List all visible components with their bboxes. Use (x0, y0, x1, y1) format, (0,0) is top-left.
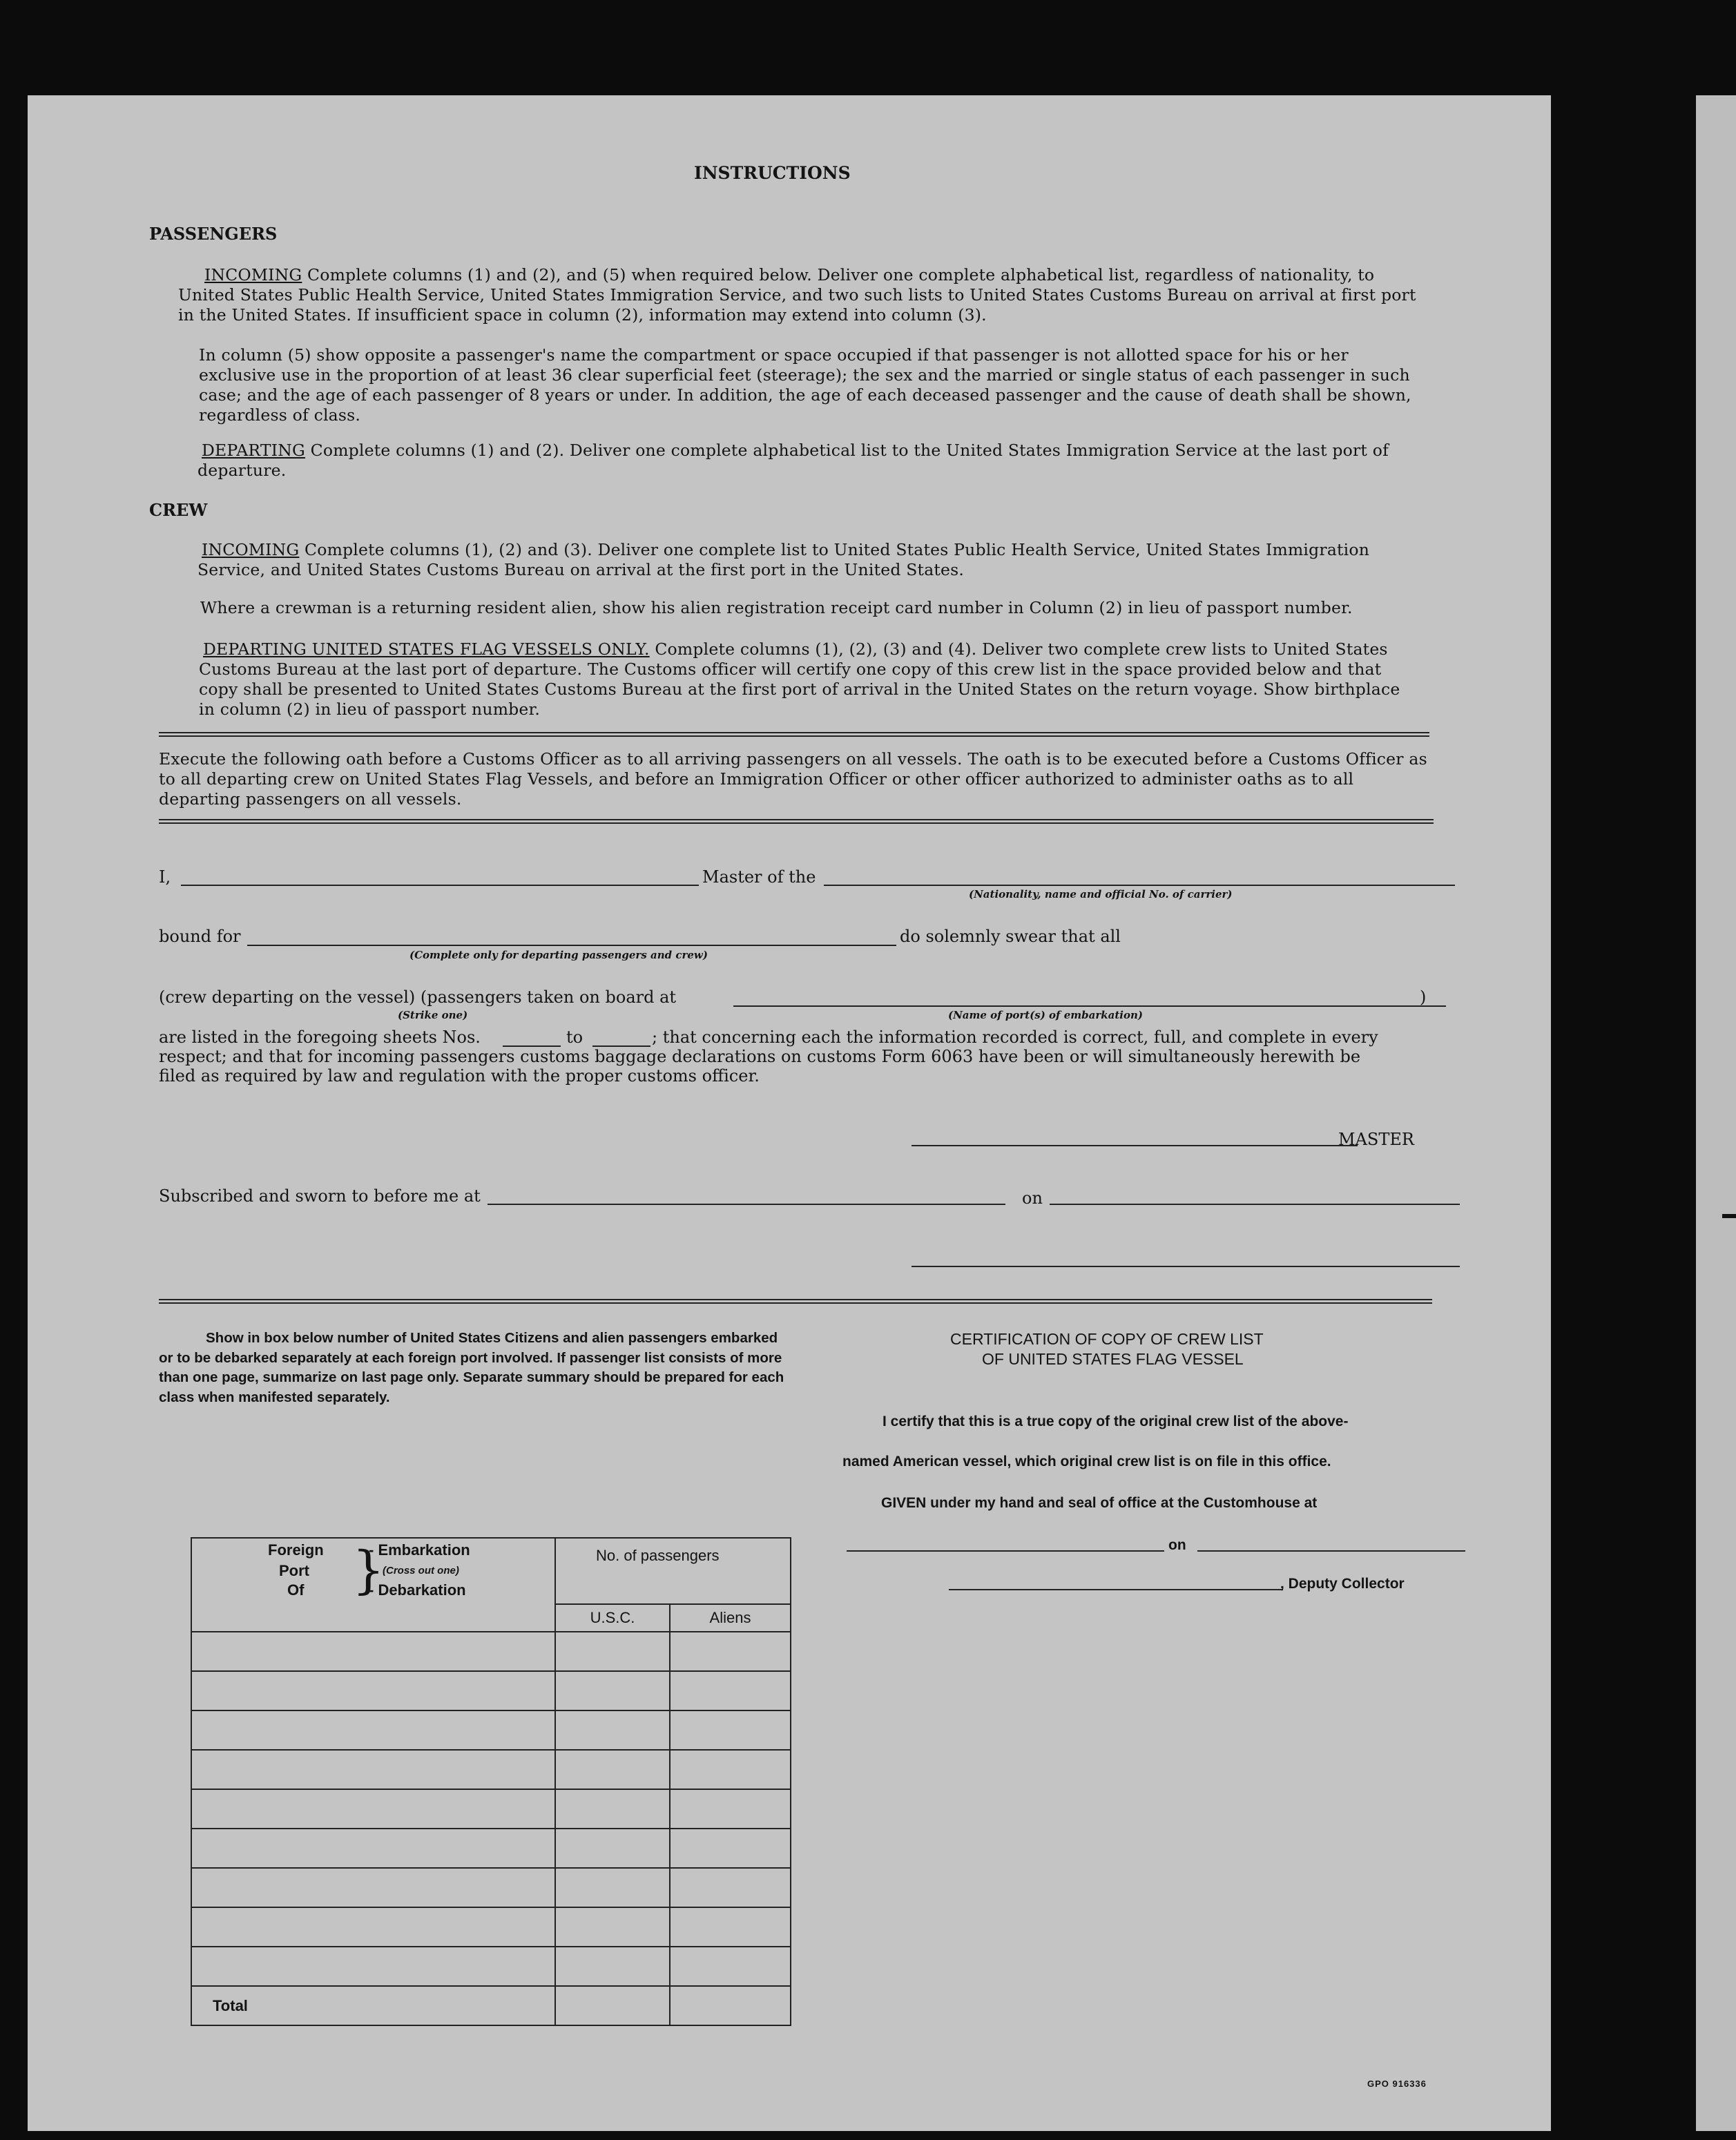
certification-title-line1: CERTIFICATION OF COPY OF CREW LIST (950, 1330, 1264, 1348)
aliens-cell[interactable] (670, 1632, 791, 1671)
port-cell[interactable] (191, 1710, 555, 1750)
aliens-cell[interactable] (670, 1671, 791, 1710)
embarkation-label: - Embarkation (369, 1541, 470, 1559)
aliens-total-cell[interactable] (670, 1986, 791, 2025)
aliens-cell[interactable] (670, 1789, 791, 1829)
crew-departing-label: (crew departing on the vessel) (passengers taken on board at (159, 987, 677, 1007)
crew-heading: CREW (149, 500, 208, 520)
port-cell[interactable] (191, 1907, 555, 1947)
usc-cell[interactable] (555, 1829, 670, 1868)
usc-total-cell[interactable] (555, 1986, 670, 2025)
port-cell[interactable] (191, 1632, 555, 1671)
port-cell[interactable] (191, 1671, 555, 1710)
deputy-signature-line[interactable] (949, 1589, 1283, 1590)
oath-text-line1: ; that concerning each the information recorded is correct, full, and complete in every (652, 1028, 1378, 1047)
crew-incoming-paragraph (197, 540, 1429, 580)
carrier-caption: (Nationality, name and official No. of carrier) (969, 888, 1233, 900)
total-label: Total (191, 1986, 555, 2025)
foreign-label: Foreign (268, 1541, 324, 1559)
aliens-cell[interactable] (670, 1868, 791, 1907)
sheets-label: are listed in the foregoing sheets Nos. (159, 1028, 481, 1047)
bound-caption: (Complete only for departing passengers and crew) (409, 949, 708, 961)
certification-line2: named American vessel, which original crew list is on file in this office. (842, 1454, 1331, 1469)
divider (159, 732, 1429, 733)
oath-text-line3: filed as required by law and regulation with the proper customs officer. (159, 1066, 760, 1086)
debarkation-label: - Debarkation (369, 1581, 466, 1599)
embarkation-port-line[interactable] (733, 1005, 1446, 1007)
oath-i-label: I, (159, 867, 171, 887)
passengers-incoming-label: INCOMING (204, 265, 302, 285)
carrier-line[interactable] (824, 885, 1455, 886)
of-label: Of (287, 1581, 305, 1599)
brace-symbol: } (352, 1541, 385, 1600)
usc-cell[interactable] (555, 1947, 670, 1986)
usc-cell[interactable] (555, 1907, 670, 1947)
crew-departing-label: DEPARTING UNITED STATES FLAG VESSELS ONLY. (203, 639, 650, 659)
port-caption: (Name of port(s) of embarkation) (948, 1009, 1143, 1021)
aliens-cell[interactable] (670, 1907, 791, 1947)
no-passengers-header-cell (555, 1538, 791, 1604)
column5-paragraph: In column (5) show opposite a passenger's name the compartment or space occupied if that passenger is not allotted space for his or her exclusive use in the proportion of at least 36 clear superficial feet (steerage); the sex and the married or single status of each passenger in such case; and the age of each passenger of 8 years or under. In addition, the age of each deceased passenger and the cause of death shall be shown, regardless of class. (199, 345, 1411, 425)
crew-incoming-label: INCOMING (202, 540, 300, 559)
page-title: INSTRUCTIONS (694, 163, 851, 183)
aliens-cell[interactable] (670, 1829, 791, 1868)
master-name-line[interactable] (181, 885, 699, 886)
usc-cell[interactable] (555, 1671, 670, 1710)
sworn-date-line[interactable] (1050, 1204, 1460, 1205)
divider (159, 735, 1429, 737)
bound-for-line[interactable] (247, 945, 896, 946)
summary-instructions: Show in box below number of United States Citizens and alien passengers embarked or to be debarked separately at each foreign port involved. If passenger list consists of more than one page, summarize on last page only. Separate summary should be prepared for each class when manifested separately. (159, 1330, 784, 1405)
crew-departing-text: Complete columns (1), (2), (3) and (4). Deliver two complete crew lists to United States Customs Bureau at the last port of departure. The Customs officer will certify one copy of this crew list in the space provided below and that copy shall be presented to United States Customs Bureau at the first port of arrival in the United States on the return voyage. Show birthplace in column (2) in lieu of passport number. (199, 639, 1400, 719)
no-of-passengers-label: No. of passengers (596, 1547, 720, 1564)
certification-date-line[interactable] (1197, 1550, 1465, 1552)
form-page (28, 95, 1551, 2131)
gpo-footer: GPO 916336 (1367, 2079, 1427, 2089)
usc-header: U.S.C. (555, 1604, 670, 1632)
divider (159, 1299, 1432, 1300)
usc-cell[interactable] (555, 1868, 670, 1907)
port-cell[interactable] (191, 1789, 555, 1829)
master-signature-line[interactable] (912, 1145, 1358, 1146)
divider (159, 819, 1434, 820)
port-cell[interactable] (191, 1750, 555, 1789)
officer-signature-line[interactable] (912, 1266, 1460, 1267)
port-label: Port (279, 1562, 309, 1579)
cross-out-caption: (Cross out one) (383, 1565, 459, 1577)
edge-mark (1722, 1214, 1736, 1218)
master-label: MASTER (1338, 1130, 1414, 1149)
deputy-collector-label: , Deputy Collector (1280, 1576, 1405, 1592)
aliens-header: Aliens (670, 1604, 791, 1632)
master-of-the-label: Master of the (702, 867, 816, 887)
swear-label: do solemnly swear that all (900, 927, 1121, 946)
strike-caption: (Strike one) (398, 1009, 468, 1021)
aliens-cell[interactable] (670, 1710, 791, 1750)
port-cell[interactable] (191, 1829, 555, 1868)
sworn-place-line[interactable] (488, 1204, 1005, 1205)
usc-cell[interactable] (555, 1632, 670, 1671)
usc-cell[interactable] (555, 1710, 670, 1750)
bound-for-label: bound for (159, 927, 241, 946)
sworn-on-label: on (1022, 1188, 1043, 1208)
port-cell[interactable] (191, 1868, 555, 1907)
crew-resident-paragraph: Where a crewman is a returning resident alien, show his alien registration receipt card number in Column (2) in lieu of passport number. (200, 598, 1353, 617)
crew-departing-paragraph (199, 639, 1414, 720)
passengers-departing-text: Complete columns (1) and (2). Deliver one complete alphabetical list to the United States Immigration Service at the last port of departure. (197, 441, 1389, 480)
foreign-port-header-cell (191, 1538, 555, 1632)
adjacent-page-edge (1696, 95, 1736, 2131)
subscribed-label: Subscribed and sworn to before me at (159, 1186, 481, 1206)
close-paren: ) (1420, 987, 1427, 1007)
usc-cell[interactable] (555, 1789, 670, 1829)
oath-intro-paragraph: Execute the following oath before a Customs Officer as to all arriving passengers on all vessels. The oath is to be executed before a Customs Officer as to all departing crew on United States Flag Vessels, and before an Immigration Officer or other officer authorized to administer oaths as to all departing passengers on all vessels. (159, 749, 1427, 809)
aliens-cell[interactable] (670, 1750, 791, 1789)
passengers-heading: PASSENGERS (149, 224, 278, 244)
aliens-cell[interactable] (670, 1947, 791, 1986)
certification-line3: GIVEN under my hand and seal of office at the Customhouse at (881, 1495, 1318, 1511)
customhouse-line[interactable] (847, 1550, 1164, 1552)
passengers-departing-paragraph (197, 441, 1429, 481)
certification-on-label: on (1168, 1537, 1186, 1553)
passengers-departing-label: DEPARTING (202, 441, 305, 460)
passenger-summary-table (191, 1537, 791, 2026)
passengers-incoming-paragraph (178, 265, 1429, 325)
certification-line1: I certify that this is a true copy of the original crew list of the above- (883, 1414, 1349, 1429)
crew-incoming-text: Complete columns (1), (2) and (3). Deliver one complete list to United States Public Health Service, United States Immigration Service, and United States Customs Bureau on arrival at the first port in the United States. (197, 540, 1370, 579)
usc-cell[interactable] (555, 1750, 670, 1789)
port-cell[interactable] (191, 1947, 555, 1986)
passengers-incoming-text: Complete columns (1) and (2), and (5) when required below. Deliver one complete alphabetical list, regardless of nationality, to United States Public Health Service, United States Immigration Service, and two such lists to United States Customs Bureau on arrival at first port in the United States. If insufficient space in column (2), information may extend into column (3). (178, 265, 1416, 325)
divider (159, 822, 1434, 824)
certification-title-line2: OF UNITED STATES FLAG VESSEL (982, 1350, 1244, 1368)
sheets-to-label: to (566, 1028, 584, 1047)
oath-text-line2: respect; and that for incoming passengers customs baggage declarations on customs Form 6063 have been or will simultaneously herewith be (159, 1047, 1361, 1066)
divider (159, 1302, 1432, 1304)
